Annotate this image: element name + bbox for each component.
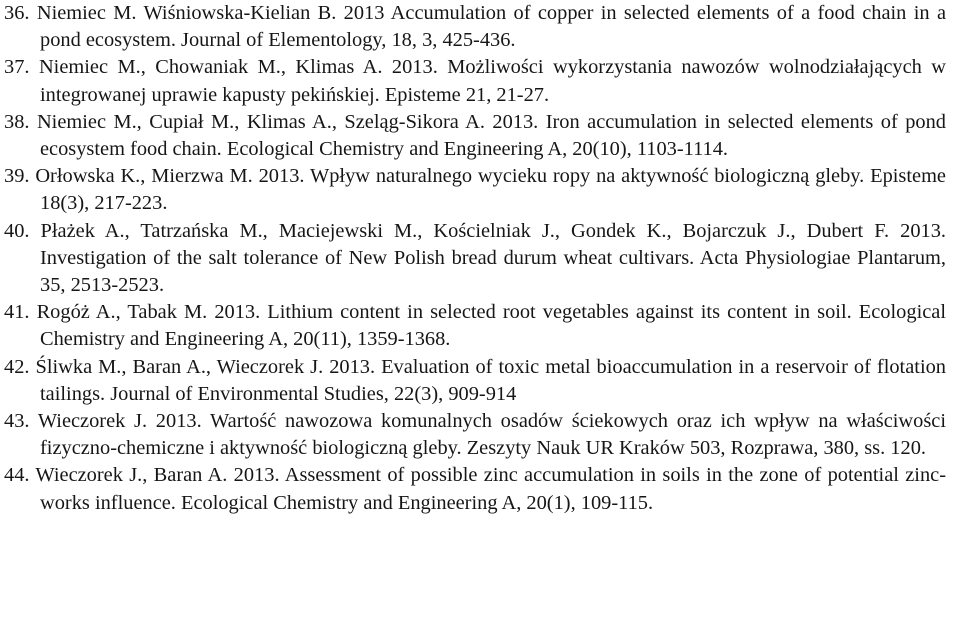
reference-item-42: [4, 354, 946, 408]
reference-item-44: [4, 462, 946, 516]
reference-item-40: [4, 218, 946, 300]
reference-text: 36. Niemiec M. Wiśniowska-Kielian B. 2013 Accumulation of copper in selected elements of a food chain in a pond ecosystem. Journal of Elementology, 18, 3, 425-436.: [4, 2, 946, 52]
reference-text: 39. Orłowska K., Mierzwa M. 2013. Wpływ naturalnego wycieku ropy na aktywność biologiczną gleby. Episteme 18(3), 217-223.: [4, 165, 946, 215]
reference-text: 44. Wieczorek J., Baran A. 2013. Assessment of possible zinc accumulation in soils in the zone of potential zinc-works influence. Ecological Chemistry and Engineering A, 20(1), 109-115.: [4, 464, 946, 514]
reference-text: 43. Wieczorek J. 2013. Wartość nawozowa komunalnych osadów ściekowych oraz ich wpływ na właściwości fizyczno-chemiczne i aktywność biologiczną gleby. Zeszyty Nauk UR Kraków 503, Rozprawa, 380, ss. 120.: [4, 410, 946, 460]
reference-item-39: [4, 163, 946, 217]
reference-text: 42. Śliwka M., Baran A., Wieczorek J. 2013. Evaluation of toxic metal bioaccumulation in a reservoir of flotation tailings. Journal of Environmental Studies, 22(3), 909-914: [4, 355, 946, 405]
reference-item-41: [4, 299, 946, 353]
reference-text: 38. Niemiec M., Cupiał M., Klimas A., Szeląg-Sikora A. 2013. Iron accumulation in selected elements of pond ecosystem food chain. Ecological Chemistry and Engineering A, 20(10), 1103-1114.: [4, 110, 946, 161]
reference-item-36: [4, 0, 946, 54]
reference-item-37: [4, 54, 946, 108]
reference-text: 37. Niemiec M., Chowaniak M., Klimas A. 2013. Możliwości wykorzystania nawozów wolnodziałających w integrowanej uprawie kapusty pekińskiej. Episteme 21, 21-27.: [4, 56, 946, 106]
reference-text: 40. Płażek A., Tatrzańska M., Maciejewski M., Kościelniak J., Gondek K., Bojarczuk J., Dubert F. 2013. Investigation of the salt tolerance of New Polish bread durum wheat cultivars. Acta Physiologiae Plantarum, 35, 2513-2523.: [4, 219, 946, 297]
reference-item-38: [4, 109, 946, 163]
reference-list: [4, 0, 946, 517]
reference-text: 41. Rogóż A., Tabak M. 2013. Lithium content in selected root vegetables against its content in soil. Ecological Chemistry and Engineering A, 20(11), 1359-1368.: [4, 301, 946, 351]
reference-item-43: [4, 408, 946, 462]
